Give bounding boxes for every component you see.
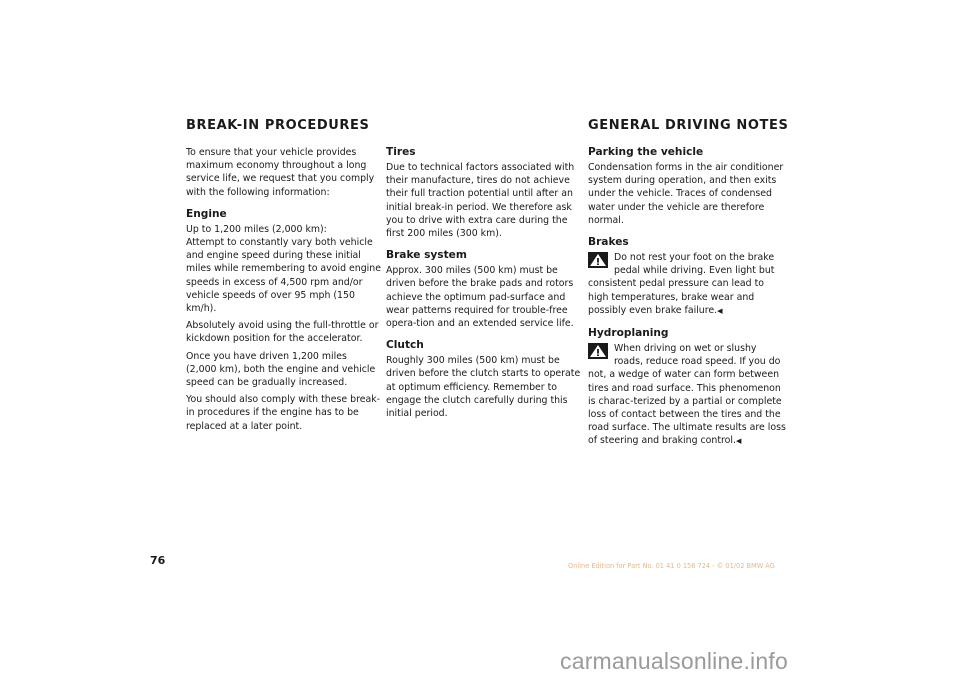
footer-edition-note: Online Edition for Part No. 01 41 0 156 724 - © 01/02 BMW AG (568, 562, 775, 570)
hydroplaning-warning-paragraph (588, 342, 786, 449)
parking-title: Parking the vehicle (588, 146, 704, 158)
end-mark-icon: ◀ (736, 437, 742, 446)
engine-once-driven-line: Once you have driven 1,200 miles (186, 350, 347, 362)
engine-paragraph-3 (186, 350, 384, 390)
column-break-in-intro (186, 146, 384, 437)
tires-title: Tires (386, 146, 416, 158)
engine-mileage-line: Up to 1,200 miles (2,000 km): (186, 223, 327, 235)
clutch-title: Clutch (386, 339, 424, 352)
watermark-text: carmanualsonline.info (560, 648, 788, 674)
parking-paragraph: Condensation forms in the air conditioner system during operation, and then exits under the vehicle. Traces of condensed water under the vehicle are therefore normal. (588, 162, 784, 226)
engine-paragraph-2: Absolutely avoid using the full-throttle or kickdown position for the accelerator. (186, 320, 379, 345)
general-driving-heading: GENERAL DRIVING NOTES (588, 118, 789, 133)
column-general-driving (588, 146, 786, 453)
hydroplaning-warning-text: When driving on wet or slushy roads, reduce road speed. If you do not, a wedge of water can form between tires and road surface. This phenomenon is charac-terized by a partial or complete loss of contact between the tires and the road surface. The ultimate results are loss of steering and braking control. (588, 343, 786, 447)
tires-paragraph: Due to technical factors associated with their manufacture, tires do not achieve their full traction potential until after an initial break-in period. We therefore ask you to drive with extra care during the first 200 miles (300 km). (386, 162, 575, 240)
warning-triangle-icon (588, 252, 608, 268)
engine-gradual-increase-text: (2,000 km), both the engine and vehicle speed can be gradually increased. (186, 363, 376, 389)
engine-title: Engine (186, 207, 227, 220)
page-number: 76 (150, 554, 166, 567)
break-in-heading: BREAK-IN PROCEDURES (186, 118, 370, 133)
hydroplaning-title: Hydroplaning (588, 327, 669, 340)
end-mark-icon: ◀ (717, 306, 723, 315)
brakes-warning-text: Do not rest your foot on the brake pedal while driving. Even light but consistent pedal pressure can lead to high temperatures, brake wear and possibly even brake failure. (588, 252, 775, 316)
warning-triangle-icon (588, 343, 608, 359)
engine-paragraph-4: You should also comply with these break-in procedures if the engine has to be replaced at a later point. (186, 394, 381, 432)
clutch-paragraph: Roughly 300 miles (500 km) must be driven before the clutch starts to operate at optimum efficiency. Remember to engage the clutch carefully during this initial period. (386, 355, 581, 420)
column-break-in-components (386, 146, 584, 424)
brake-system-title: Brake system (386, 249, 467, 262)
intro-paragraph: To ensure that your vehicle provides maximum economy throughout a long service life, we request that you comply with the following information: (186, 147, 375, 198)
brakes-warning-paragraph (588, 251, 786, 318)
engine-paragraph-1 (186, 223, 384, 315)
brakes-title: Brakes (588, 236, 629, 249)
engine-vary-speed-text: Attempt to constantly vary both vehicle and engine speed during these initial miles while remembering to avoid engine speeds in excess of 4,500 rpm and/or vehicle speeds of over 95 mph (150 km/h). (186, 237, 381, 315)
brake-system-paragraph: Approx. 300 miles (500 km) must be driven before the brake pads and rotors achieve the optimum pad-surface and wear patterns required for trouble-free opera-tion and an extended service life. (386, 265, 574, 330)
